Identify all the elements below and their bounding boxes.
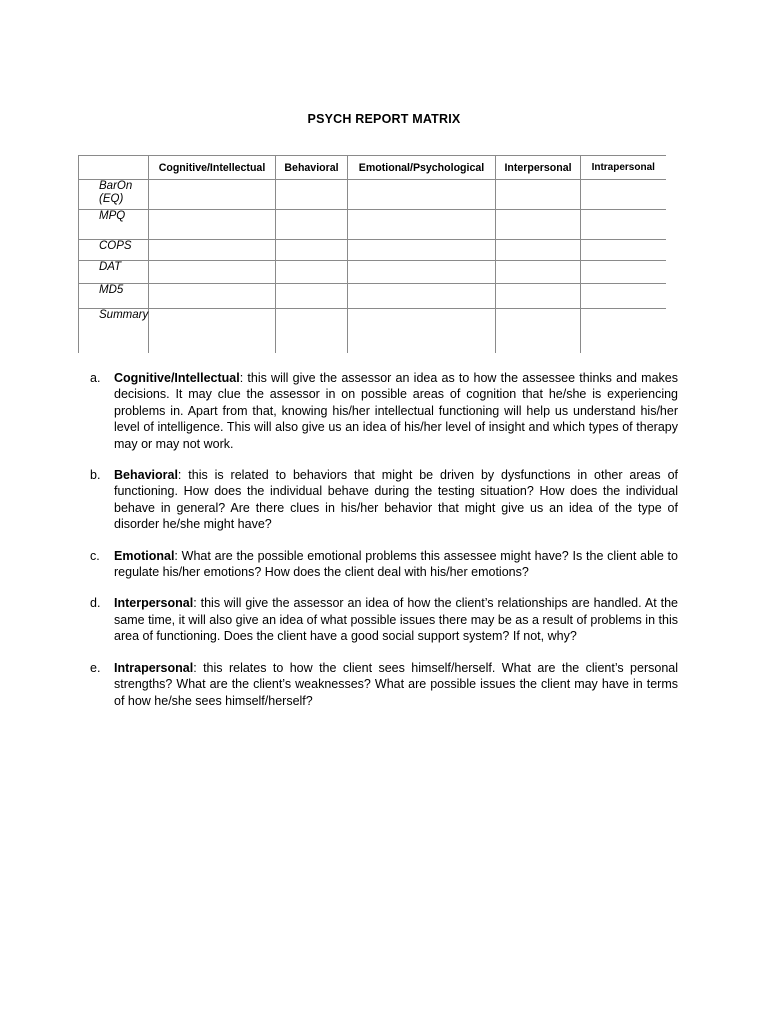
matrix-cell: [496, 240, 581, 261]
matrix-row-label-dat: DAT: [79, 261, 149, 284]
matrix-row-label-summary: Summary: [79, 309, 149, 353]
matrix-cell: [581, 180, 666, 210]
description-item-intrapersonal: [90, 660, 678, 709]
description-item-interpersonal: [90, 595, 678, 644]
description-item-emotional: [90, 548, 678, 581]
matrix-row-label-md5: MD5: [79, 284, 149, 309]
matrix-cell: [496, 210, 581, 240]
description-body: [114, 467, 678, 533]
matrix-cell: [496, 261, 581, 284]
matrix-cell: [581, 309, 666, 353]
report-matrix-table: [78, 155, 666, 353]
matrix-cell: [149, 284, 276, 309]
matrix-row: [79, 284, 666, 309]
list-marker: b.: [90, 468, 101, 483]
description-body: [114, 595, 678, 644]
matrix-row-label-mpq: MPQ: [79, 210, 149, 240]
list-marker: d.: [90, 596, 101, 611]
matrix-row: [79, 261, 666, 284]
matrix-cell: [496, 284, 581, 309]
matrix-cell: [348, 309, 496, 353]
matrix-row-label-cops: COPS: [79, 240, 149, 261]
matrix-cell: [276, 284, 348, 309]
matrix-cell: [348, 284, 496, 309]
matrix-header-intrapersonal: Intrapersonal: [581, 156, 666, 180]
matrix-cell: [348, 261, 496, 284]
matrix-cell: [149, 210, 276, 240]
description-text: : this will give the assessor an idea as to how the assessee thinks and makes decisions. It may clue the assessor in on possible areas of cognition that he/she is experiencing problems in. Apart from that, knowing his/her intellectual functioning will help us understand his/her level of intelligence. This will also give us an idea of his/her level of insight and which types of therapy may or may not work.: [114, 371, 678, 451]
description-term: Cognitive/Intellectual: [114, 371, 240, 385]
description-body: [114, 370, 678, 452]
matrix-row-label-text: BarOn (EQ): [99, 180, 133, 205]
matrix-cell: [149, 240, 276, 261]
list-marker: a.: [90, 371, 101, 385]
description-text: : this is related to behaviors that might be driven by dysfunctions in other areas of functioning. How does the individual behave during the testing situation? How does the individual behave in general? Are there clues in his/her behavior that might give us an idea of the type of disorder he/she might have?: [114, 468, 678, 532]
description-text: : this relates to how the client sees himself/herself. What are the client’s personal strengths? What are the client’s weaknesses? What are possible issues the client may have in terms of how he/she sees himself/herself?: [114, 660, 678, 708]
matrix-cell: [581, 210, 666, 240]
description-term: Behavioral: [114, 468, 178, 483]
list-marker: c.: [90, 548, 100, 563]
description-item-cognitive: [90, 370, 678, 452]
description-term: Intrapersonal: [114, 660, 194, 675]
matrix-row-label-baron: [79, 180, 149, 210]
description-term: Emotional: [114, 548, 175, 563]
description-text: : this will give the assessor an idea of how the client’s relationships are handled. At the same time, it will also give an idea of what possible issues there may be as a result of problems in this area of functioning. Does the client have a good social support system? If not, why?: [114, 596, 678, 644]
description-term: Interpersonal: [114, 596, 194, 611]
matrix-header-behavioral: Behavioral: [276, 156, 348, 180]
matrix-cell: [276, 180, 348, 210]
matrix-header-corner: [79, 156, 149, 180]
matrix-cell: [276, 240, 348, 261]
matrix-row: [79, 309, 666, 353]
matrix-header-interpersonal: Interpersonal: [496, 156, 581, 180]
matrix-cell: [149, 309, 276, 353]
matrix-header-emotional: Emotional/Psychological: [348, 156, 496, 180]
description-body: [114, 660, 678, 709]
matrix-header-row: [79, 156, 666, 180]
matrix-cell: [348, 240, 496, 261]
matrix-cell: [581, 261, 666, 284]
matrix-cell: [496, 309, 581, 353]
description-body: [114, 548, 678, 581]
matrix-cell: [496, 180, 581, 210]
page-title: PSYCH REPORT MATRIX: [307, 112, 461, 126]
matrix-cell: [149, 180, 276, 210]
matrix-header-cognitive: Cognitive/Intellectual: [149, 156, 276, 180]
matrix-row: [79, 180, 666, 210]
matrix-cell: [581, 240, 666, 261]
matrix-cell: [276, 210, 348, 240]
matrix-row: [79, 240, 666, 261]
matrix-cell: [348, 180, 496, 210]
category-descriptions: [90, 370, 678, 724]
description-text: : What are the possible emotional problems this assessee might have? Is the client able to regulate his/her emotions? How does the client deal with his/her emotions?: [114, 548, 678, 580]
matrix-cell: [149, 261, 276, 284]
matrix-cell: [276, 261, 348, 284]
matrix-cell: [581, 284, 666, 309]
matrix-cell: [348, 210, 496, 240]
description-item-behavioral: [90, 467, 678, 533]
matrix-cell: [276, 309, 348, 353]
matrix-row: [79, 210, 666, 240]
list-marker: e.: [90, 660, 101, 675]
